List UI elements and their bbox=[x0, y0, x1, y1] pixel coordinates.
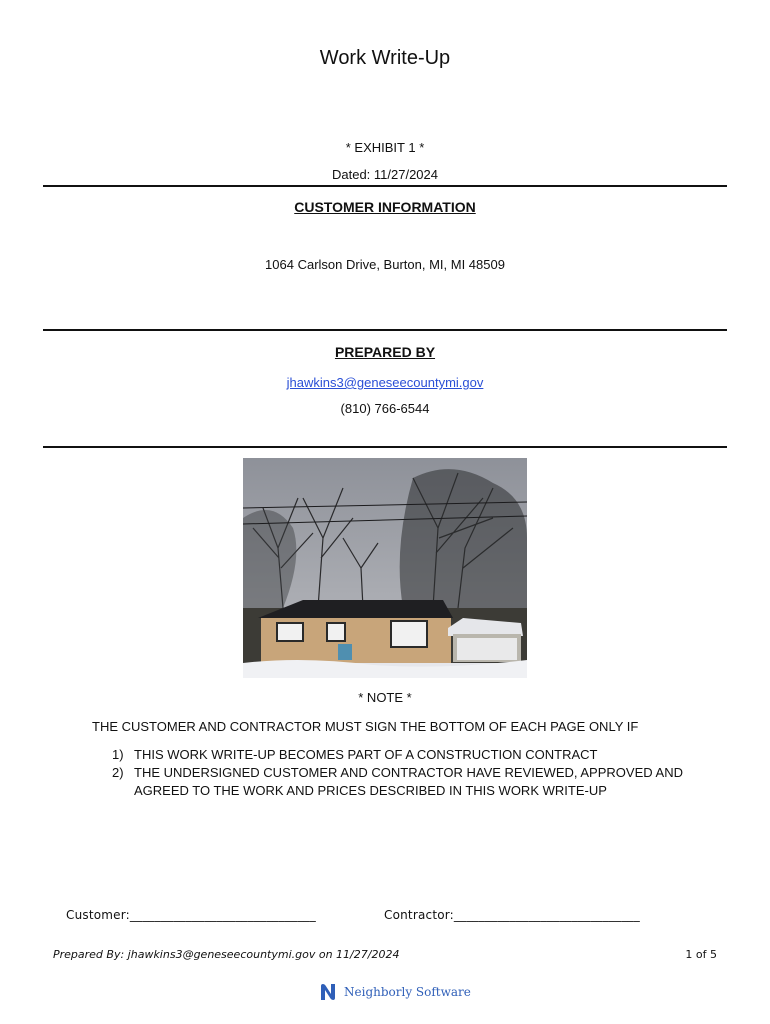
neighborly-n-icon bbox=[318, 982, 338, 1002]
property-photo bbox=[243, 458, 527, 678]
note-heading: * NOTE * bbox=[358, 690, 412, 705]
list-item bbox=[112, 764, 732, 800]
list-item-text: THE UNDERSIGNED CUSTOMER AND CONTRACTOR HAVE REVIEWED, APPROVED AND AGREED TO THE WORK AND PRICES DESCRIBED IN THIS WORK WRITE-UP bbox=[134, 765, 683, 798]
list-item-number: 1) bbox=[112, 747, 124, 762]
dated-label: Dated: 11/27/2024 bbox=[331, 167, 438, 182]
preparer-phone: (810) 766-6544 bbox=[340, 401, 430, 416]
customer-address: 1064 Carlson Drive, Burton, MI, MI 48509 bbox=[265, 257, 505, 272]
prepared-by-footer: Prepared By: jhawkins3@geneseecountymi.gov on 11/27/2024 bbox=[53, 948, 400, 961]
customer-information-heading: CUSTOMER INFORMATION bbox=[294, 199, 476, 215]
exhibit-label: * EXHIBIT 1 * bbox=[345, 140, 425, 155]
customer-signature-line: Customer:______________________________ bbox=[66, 908, 316, 922]
note-list bbox=[112, 746, 732, 800]
list-item-number: 2) bbox=[112, 765, 124, 780]
list-item-text: THIS WORK WRITE-UP BECOMES PART OF A CONSTRUCTION CONTRACT bbox=[134, 747, 598, 762]
prepared-by-heading: PREPARED BY bbox=[334, 344, 436, 360]
note-instruction: THE CUSTOMER AND CONTRACTOR MUST SIGN THE BOTTOM OF EACH PAGE ONLY IF bbox=[92, 719, 639, 734]
brand-name: Neighborly Software bbox=[344, 985, 471, 999]
contractor-signature-line: Contractor:______________________________ bbox=[384, 908, 640, 922]
document-title: Work Write-Up bbox=[319, 47, 451, 69]
divider bbox=[43, 185, 727, 187]
page-number: 1 of 5 bbox=[685, 948, 717, 961]
divider bbox=[43, 329, 727, 331]
list-item bbox=[112, 746, 732, 764]
preparer-email-link[interactable]: jhawkins3@geneseecountymi.gov bbox=[286, 375, 484, 390]
neighborly-logo bbox=[318, 982, 471, 1002]
divider bbox=[43, 446, 727, 448]
